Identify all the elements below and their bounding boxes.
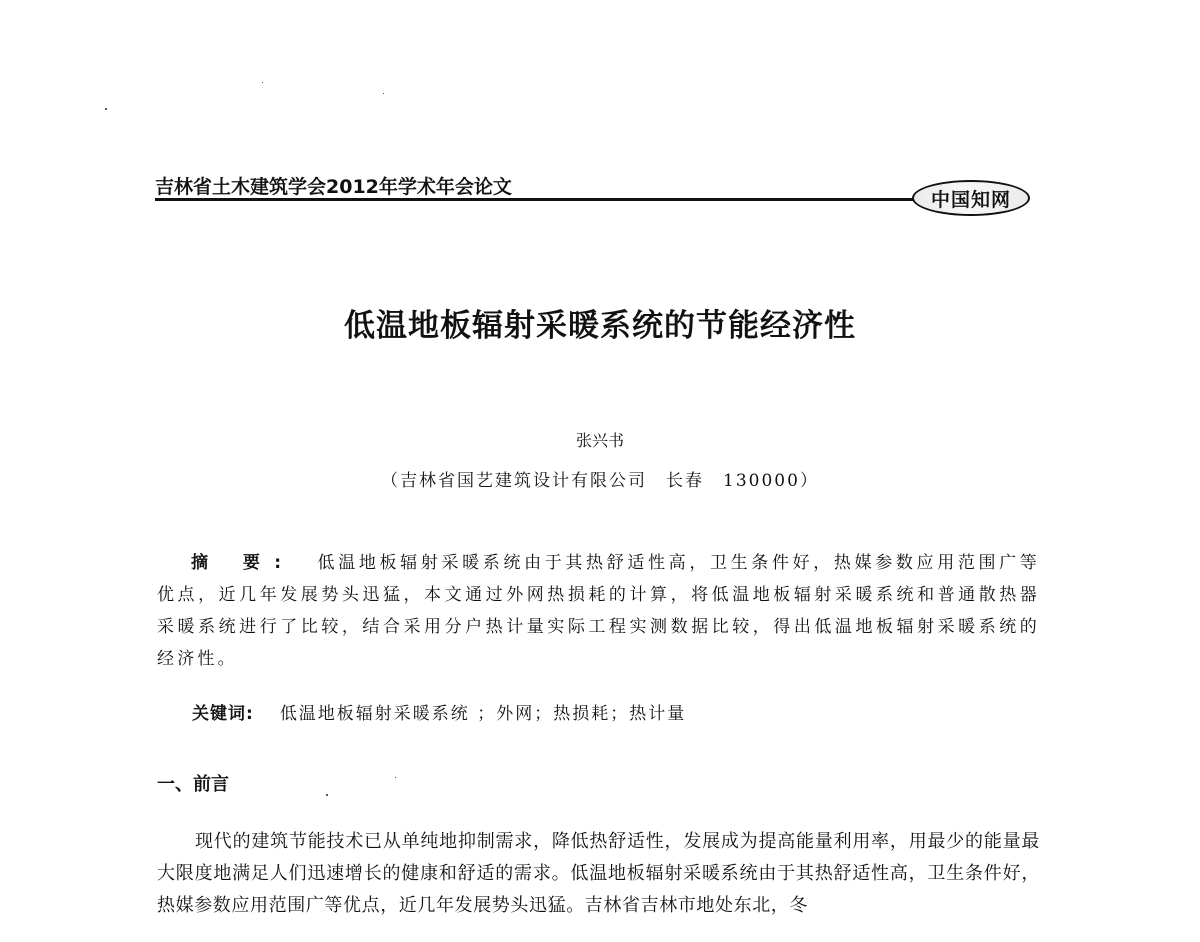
author-name: 张兴书 xyxy=(575,431,624,450)
abstract xyxy=(157,547,1040,675)
header-rule xyxy=(155,198,915,201)
section-heading-introduction: 一、前言 xyxy=(157,774,229,795)
scan-speck xyxy=(262,82,263,83)
abstract-label: 摘 要: xyxy=(191,553,296,573)
scan-speck xyxy=(383,93,384,94)
cnki-logo-text: 中国知网 xyxy=(930,188,1011,211)
running-title: 吉林省土木建筑学会2012年学术年会论文 xyxy=(155,176,512,198)
paper-title: 低温地板辐射采暖系统的节能经济性 xyxy=(344,308,856,344)
scan-speck xyxy=(326,794,328,796)
cnki-logo-icon xyxy=(912,180,1030,216)
keywords-label: 关键词: xyxy=(192,704,254,724)
keywords xyxy=(192,699,686,724)
abstract-text: 低温地板辐射采暖系统由于其热舒适性高，卫生条件好，热媒参数应用范围广等优点，近几年发展势头迅猛，本文通过外网热损耗的计算，将低温地板辐射采暖系统和普通散热器采暖系统进行了比较，结合采用分户热计量实际工程实测数据比较，得出低温地板辐射采暖系统的经济性。 xyxy=(157,553,1041,669)
section-paragraph: 现代的建筑节能技术已从单纯地抑制需求，降低热舒适性，发展成为提高能量利用率，用最少的能量最大限度地满足人们迅速增长的健康和舒适的需求。低温地板辐射采暖系统由于其热舒适性高，卫生条件好，热媒参数应用范围广等优点，近几年发展势头迅猛。吉林省吉林市地处东北，冬 xyxy=(157,831,1040,916)
author-affiliation: （吉林省国艺建筑设计有限公司 长春 130000） xyxy=(381,471,819,491)
scan-speck xyxy=(105,108,107,110)
running-header xyxy=(155,172,1035,212)
scan-speck xyxy=(395,777,396,778)
keywords-text: 低温地板辐射采暖系统 ；外网；热损耗；热计量 xyxy=(279,704,687,724)
